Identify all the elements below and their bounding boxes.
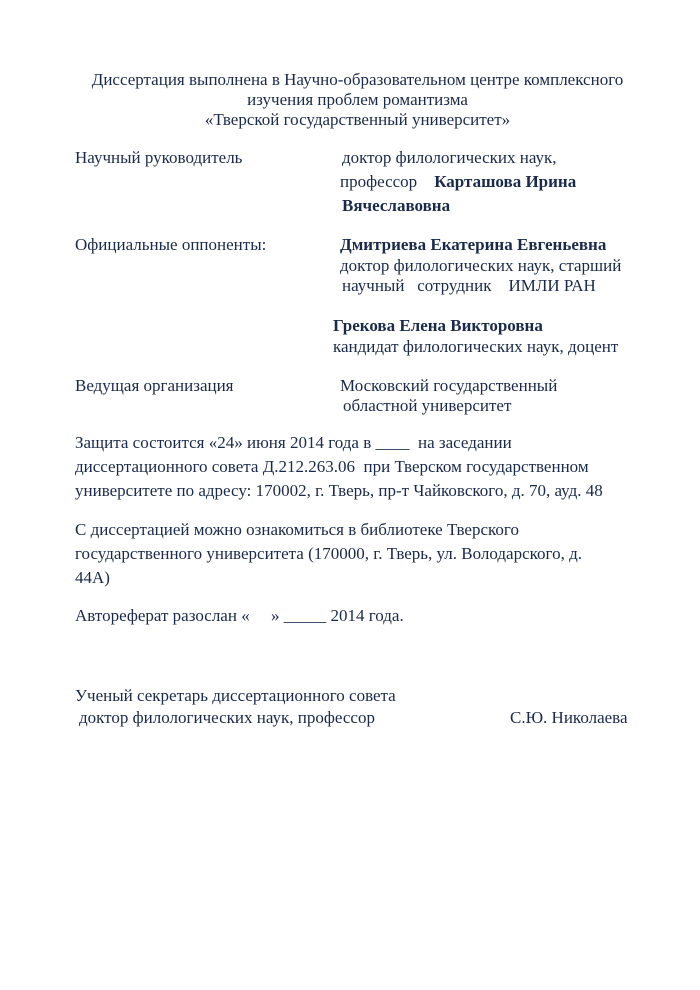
secretary-line-2: доктор филологических наук, профессор — [79, 708, 375, 727]
library-line-3: 44А) — [75, 568, 110, 587]
header-line-3: «Тверской государственный университет» — [204, 110, 511, 129]
defense-line-1: Защита состоится «24» июня 2014 года в ____ на заседании — [75, 433, 512, 452]
supervisor-rank: профессор — [340, 172, 418, 191]
opponent-1-position: научный сотрудник ИМЛИ РАН — [342, 276, 596, 295]
opponent-1-degree: доктор филологических наук, старший — [340, 256, 622, 275]
library-line-2: государственного университета (170000, г. Тверь, ул. Володарского, д. — [75, 544, 582, 563]
header-line-1: Диссертация выполнена в Научно-образовательном центре комплексного — [91, 70, 624, 89]
opponent-2-degree: кандидат филологических наук, доцент — [333, 337, 619, 356]
supervisor-name-first: Карташова Ирина — [434, 172, 577, 191]
lead-org-line-1: Московский государственный — [340, 376, 558, 395]
lead-org-label: Ведущая организация — [75, 376, 234, 395]
header-line-2: изучения проблем романтизма — [247, 90, 468, 109]
supervisor-title-line — [340, 170, 576, 194]
opponents-label: Официальные оппоненты: — [75, 235, 267, 254]
secretary-line-1: Ученый секретарь диссертационного совета — [75, 686, 396, 705]
opponent-1-name: Дмитриева Екатерина Евгеньевна — [340, 235, 607, 254]
supervisor-degree: доктор филологических наук, — [342, 148, 557, 167]
abstract-sent: Автореферат разослан « » _____ 2014 года. — [75, 606, 404, 625]
library-line-1: С диссертацией можно ознакомиться в библиотеке Тверского — [75, 520, 519, 539]
supervisor-label: Научный руководитель — [75, 148, 243, 167]
secretary-name: С.Ю. Николаева — [510, 708, 628, 727]
opponent-2-name: Грекова Елена Викторовна — [333, 316, 543, 335]
defense-line-2: диссертационного совета Д.212.263.06 при Тверском государственном — [75, 457, 589, 476]
defense-line-3: университете по адресу: 170002, г. Тверь, пр-т Чайковского, д. 70, ауд. 48 — [75, 481, 603, 500]
lead-org-line-2: областной университет — [343, 396, 512, 415]
supervisor-name-last: Вячеславовна — [342, 196, 451, 215]
